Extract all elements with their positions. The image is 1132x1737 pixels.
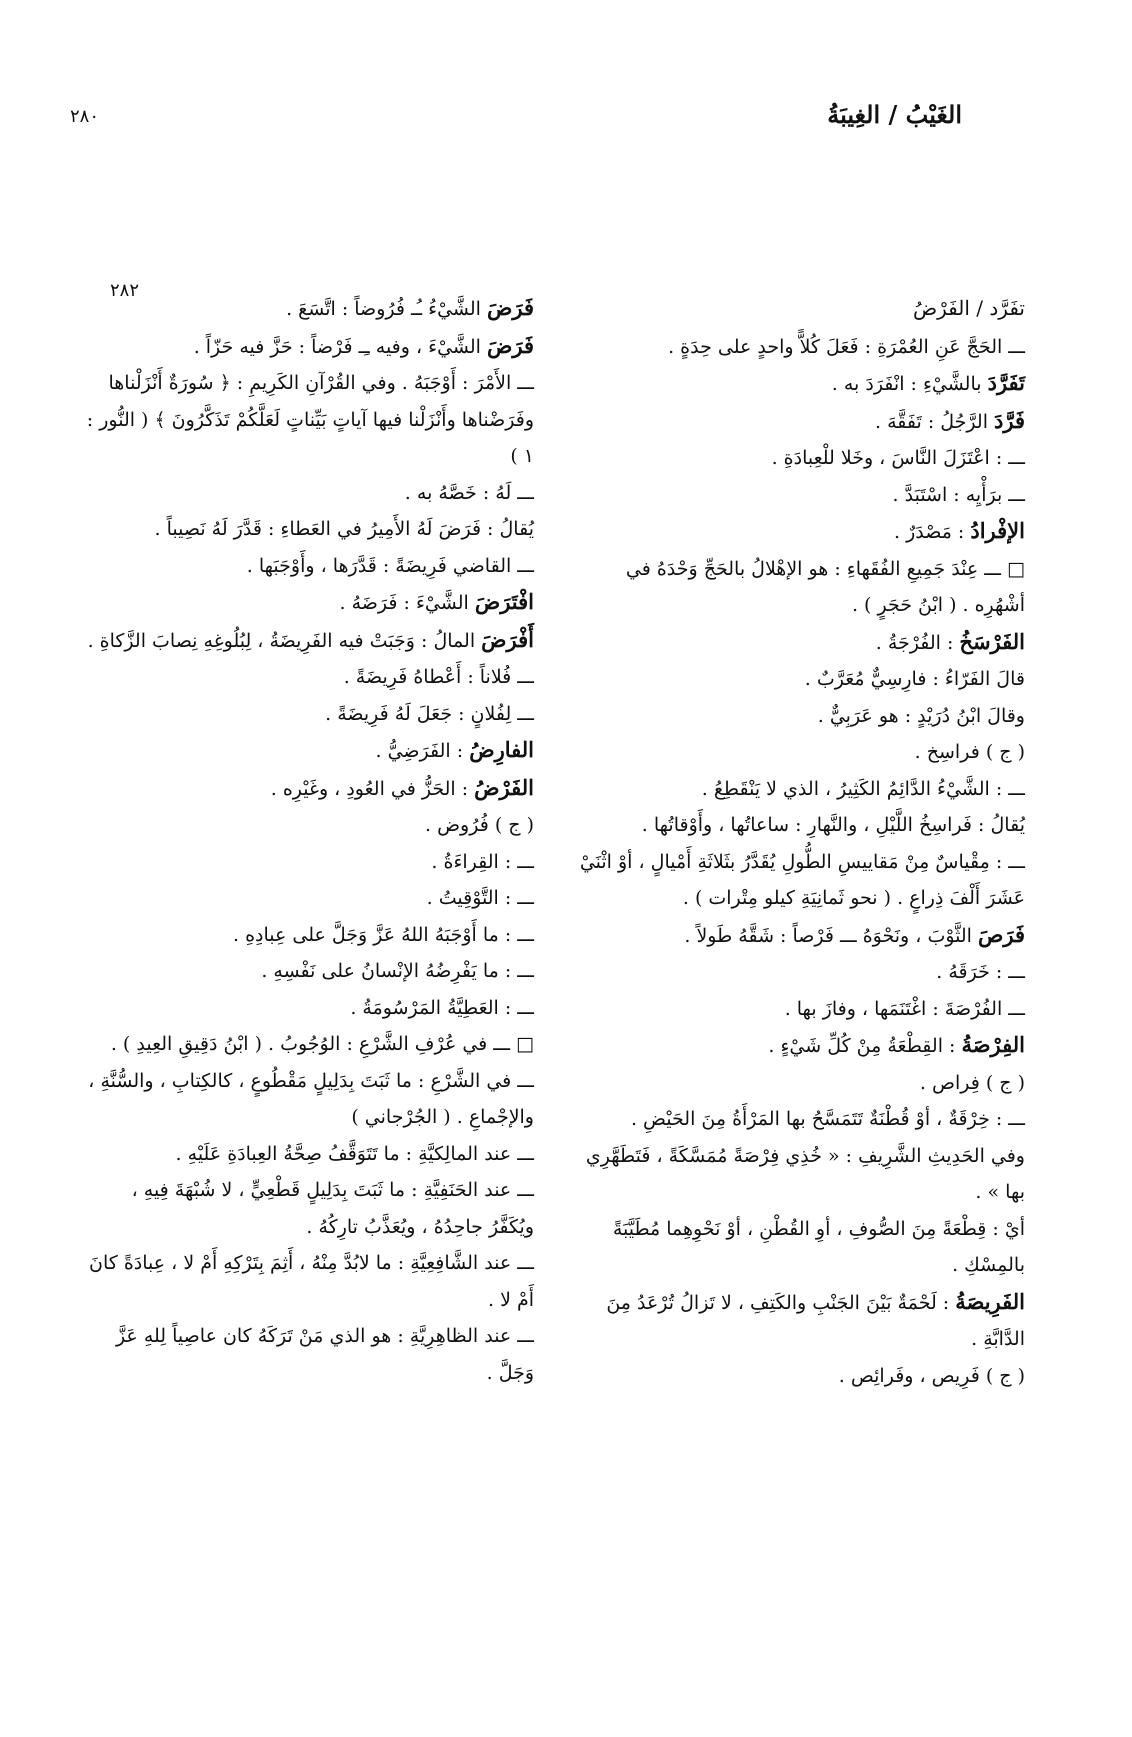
entry-line: ـــ عند الشَّافِعِيَّةِ : ما لابُدَّ مِنْهُ ، أَثِمَ بِتَرْكِهِ أَمْ لا ، عِبادَةً كانَ أَمْ لا . xyxy=(89,1252,534,1311)
dictionary-entry xyxy=(81,584,534,622)
entry-line: وقالَ ابْنُ دُرَيْدٍ : هو عَرَبِيٌّ . xyxy=(817,704,1025,727)
left-column xyxy=(81,290,534,1391)
entry-line: ـــ : العَطِيَّةُ المَرْسُومَةُ . xyxy=(350,996,534,1019)
entry-line: □ ـــ عِنْدَ جَمِيعِ الفُقَهاءِ : هو الإهْلالُ بالحَجِّ وَحْدَهُ في أشْهُرِه . ( ابْنُ حَجَرٍ ) . xyxy=(625,557,1025,616)
dictionary-entry xyxy=(81,770,534,808)
entry-headword: فَرَضَ xyxy=(486,332,534,358)
entry-line: ـــ : خَرَقَهُ . xyxy=(936,961,1025,983)
entry-text: المالُ : وَجَبَتْ فيه الفَرِيضَةُ ، لِبُلُوغِهِ نِصابَ الزَّكاةِ . xyxy=(87,629,482,652)
running-title: الغَيْبُ / الغِيبَةُ xyxy=(827,100,962,129)
entry-line: □ ـــ في عُرْفِ الشَّرْعِ : الوُجُوبُ . ( ابْنُ دَقِيقِ العِيدِ ) . xyxy=(110,1033,534,1055)
entry-headword: الفَرِيصَةُ xyxy=(955,1288,1025,1314)
entry-headword: الإفْرادُ xyxy=(970,518,1025,543)
column-title: تفَرَّد / الفَرْضُ xyxy=(912,296,1025,320)
entry-line: ( ج ) فِراص . xyxy=(919,1071,1025,1094)
entry-line: ـــ : ما يَفْرِضُهُ الإنْسانُ على نَفْسِهِ . xyxy=(261,960,534,982)
entry-headword: تَفَرَّدَ xyxy=(987,370,1025,395)
entry-text: الثَّوْبَ ، ونَحْوَهُ ـــ فَرْصاً : شَقَّهُ طَولاً . xyxy=(684,924,978,947)
entry-text: بالشَّيْءِ : انْفَرَدَ به . xyxy=(831,373,988,395)
entry-line: أيْ : قِطْعَةً مِنَ الصُّوفِ ، أوِ القُطْنِ ، أوْ نَحْوِهِما مُطَيَّبَةً بالمِسْكِ . xyxy=(612,1217,1025,1276)
dictionary-entry xyxy=(573,403,1025,441)
entry-line: ـــ عند المالِكيَّةِ : ما تَتَوَقَّفُ صِحَّةُ العِبادَةِ عَلَيْهِ . xyxy=(175,1142,534,1165)
entry-line: ـــ الفُرْصَةَ : اغْتَنَمَها ، وفازَ بها . xyxy=(784,997,1025,1020)
dictionary-entry xyxy=(573,365,1025,403)
entry-headword: فَرَضَ xyxy=(486,295,534,320)
entry-text: : القِطْعَةُ مِنْ كُلِّ شَيْءٍ . xyxy=(768,1035,962,1057)
entry-text: : لَحْمَةٌ بَيْنَ الجَنْبِ والكَتِفِ ، لا تَزالُ تُرْعَدُ مِنَ الدَّابَّةِ . xyxy=(606,1291,1025,1350)
column-page-number: ٢٨٢ xyxy=(110,280,140,301)
dictionary-entry xyxy=(573,624,1025,662)
entry-headword: الفَرْسَخُ xyxy=(959,628,1025,654)
entry-line: ـــ عند الحَنَفِيَّةِ : ما ثَبَتَ بِدَلِيلٍ قَطْعِيٍّ ، لا شُبْهَةَ فِيهِ ، ويُكَفَّرُ جاحِدُهُ ، ويُعَذَّبُ تارِكُهُ . xyxy=(131,1179,534,1238)
entry-line: ـــ الأَمْرَ : أَوْجَبَهُ . وفي القُرْآنِ الكَرِيمِ : ﴿ سُورَةٌ أَنْزَلْناها وفَرَضْناها وأَنْزَلْنا فيها آياتٍ بَيِّناتٍ لَعَلَّكُمْ تَذَكَّرُونَ ﴾ ( النُّور : ١ ) xyxy=(86,372,534,467)
entry-line: ـــ : مِقْياسٌ مِنْ مَقاييسِ الطُّولِ يُقَدَّرُ بثَلاثَةِ أَمْيالٍ ، أوْ اثْنَيْ عَشَرَ أَلْفَ ذِراعٍ . ( نحو ثَمانِيَةِ كيلو مِتْرات ) . xyxy=(579,850,1025,909)
entry-line: ـــ برَأْيِه : اسْتَبَدَّ . xyxy=(892,483,1025,506)
entry-line: ـــ لِفُلانٍ : جَعَلَ لَهُ فَرِيضَةً . xyxy=(325,702,534,725)
entry-text: : الحَزُّ في العُودِ ، وغَيْرِه . xyxy=(270,777,475,800)
entry-text: الشَّيْءُ ـُـ فُرُوضاً : اتَّسَعَ . xyxy=(286,298,487,320)
entry-line: ـــ الحَجَّ عَنِ العُمْرَةِ : فَعَلَ كُلاًّ واحدٍ على حِدَةٍ . xyxy=(668,335,1025,358)
entry-line: ـــ فُلاناً : أَعْطاهُ فَرِيضَةً . xyxy=(343,666,534,688)
dictionary-entry xyxy=(573,1284,1025,1358)
entry-line: ـــ لَهُ : خَصَّهُ به . xyxy=(404,481,534,504)
entry-headword: الفارِضُ xyxy=(469,737,534,762)
entry-text: : الفَرَضِيُّ . xyxy=(375,740,470,762)
entry-line: ( ج ) فُرُوض . xyxy=(425,814,534,836)
entry-line: ـــ : الشَّيْءُ الدَّائِمُ الكَثِيرُ ، الذي لا يَنْقَطِعُ . xyxy=(701,777,1025,800)
dictionary-entry xyxy=(81,328,534,366)
entry-line: ـــ : خِرْقَةٌ ، أوْ قُطْنَةٌ تَتَمَسَّحُ بها المَرْأَةُ مِنَ الحَيْضِ . xyxy=(630,1108,1025,1130)
dictionary-entry xyxy=(81,732,534,770)
entry-line: ـــ عند الظاهِرِيَّةِ : هو الذي مَنْ تَرَكَهُ كان عاصِياً لِلهِ عَزَّ وَجَلَّ . xyxy=(115,1325,534,1384)
entry-line: ـــ في الشَّرْعِ : ما ثَبَتَ بِدَلِيلٍ مَقْطُوعٍ ، كالكِتابِ ، والسُّنَّةِ ، والإجْماعِ . ( الجُرْجاني ) xyxy=(88,1069,534,1128)
entry-headword: الفِرْصَةُ xyxy=(961,1032,1025,1057)
entry-headword: أَفْرَضَ xyxy=(481,626,534,652)
entry-text: الشَّيْءَ : فَرَضَهُ . xyxy=(339,592,475,614)
entry-text: الرَّجُلُ : تَفَقَّهَ . xyxy=(875,410,995,433)
entry-line: ( ج ) فراسِخ . xyxy=(914,741,1025,763)
entry-line: وفي الحَدِيثِ الشَّرِيفِ : « خُذِي فِرْصَةً مُمَسَّكَةً ، فَتَطَهَّرِي بها » . xyxy=(585,1144,1025,1203)
dictionary-entry xyxy=(81,622,534,660)
dictionary-entry xyxy=(573,1027,1025,1065)
entry-line: ـــ : ما أَوْجَبَهُ اللهُ عَزَّ وَجَلَّ على عِبادِهِ . xyxy=(233,923,534,946)
left-entries xyxy=(81,290,534,1391)
entry-headword: فَرَّدَ xyxy=(994,407,1025,433)
running-header xyxy=(0,100,1132,140)
entry-text: : الفُرْجَةُ . xyxy=(875,631,960,654)
entry-text: : مَصْدَرٌ . xyxy=(894,521,971,543)
page-number: ٢٨٠ xyxy=(70,106,100,127)
right-column xyxy=(573,290,1025,1394)
entry-text: الشَّيْءَ ، وفيه ـِـ فَرْضاً : حَزَّ فيه حَزّاً . xyxy=(193,335,487,358)
entry-line: ـــ : التَّوْقِيتُ . xyxy=(426,887,534,909)
dictionary-entry xyxy=(573,513,1025,551)
entry-line: ـــ القاضي فَرِيضَةً : قَدَّرَها ، وأَوْجَبَها . xyxy=(246,554,534,577)
entry-headword: الفَرْضُ xyxy=(474,774,534,800)
entry-headword: فَرَصَ xyxy=(977,921,1025,947)
dictionary-entry xyxy=(81,290,534,328)
entry-headword: افْتَرَضَ xyxy=(474,589,534,614)
entry-line: يُقالُ : فَراسِخُ اللَّيْلِ ، والنَّهارِ : ساعاتُها ، وأَوْقاتُها . xyxy=(641,814,1025,836)
right-entries xyxy=(573,329,1025,1395)
dictionary-entry xyxy=(573,917,1025,955)
entry-line: يُقالُ : فَرَضَ لَهُ الأَمِيرُ في العَطاءِ : قَدَّرَ لَهُ نَصِيباً . xyxy=(154,518,534,540)
entry-line: قالَ الفَرّاءُ : فارِسِيٌّ مُعَرَّبٌ . xyxy=(804,668,1025,690)
entry-line: ـــ : القِراءَةُ . xyxy=(431,850,534,873)
entry-line: ـــ : اعْتَزَلَ النَّاسَ ، وخَلا للْعِبادَةِ . xyxy=(771,447,1025,469)
entry-line: ( ج ) فَرِيص ، وفَرائِص . xyxy=(838,1364,1025,1387)
